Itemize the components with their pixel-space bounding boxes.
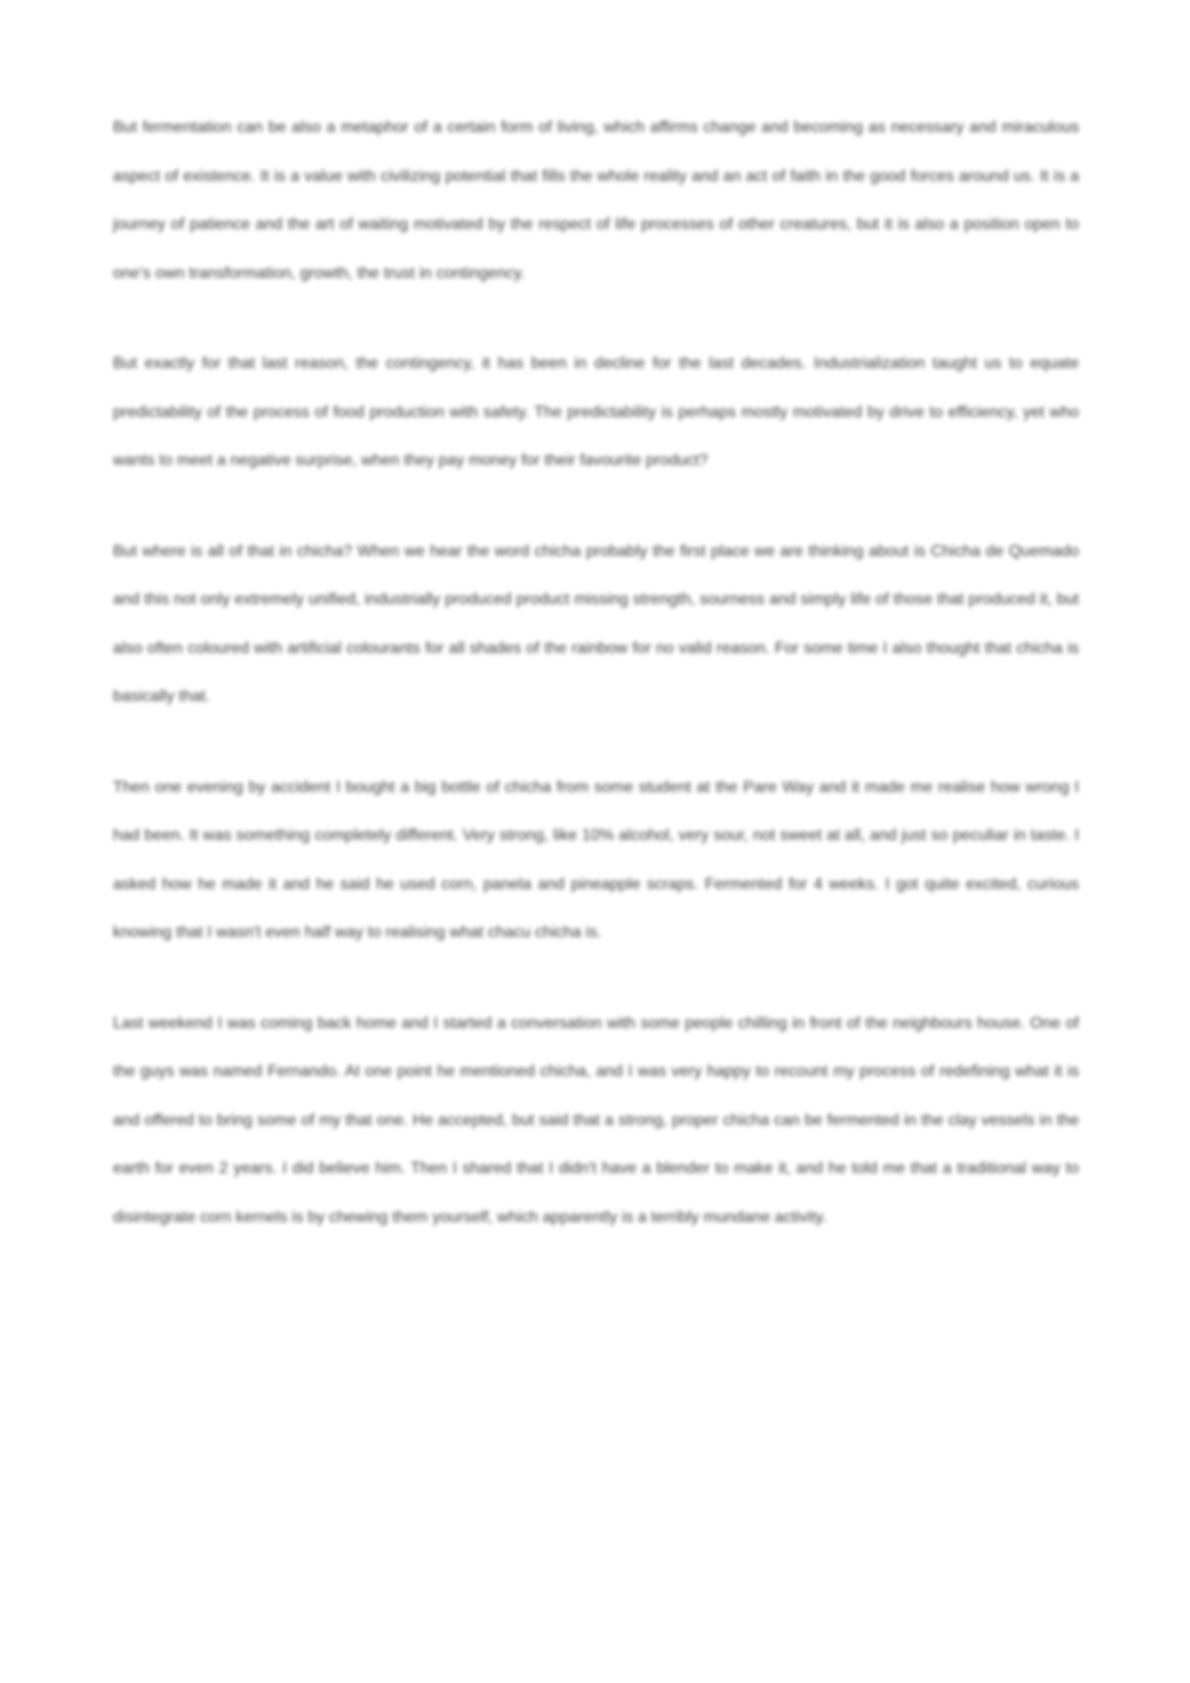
paragraph: But exactly for that last reason, the contingency, it has been in decline for the last decades. Industrialization taught us to equate predictability of the process of food production with safety. The predictability is perhaps mostly motivated by drive to efficiency, yet who wants to meet a negative surprise, when they pay money for their favourite product?: [113, 355, 1079, 469]
paragraph: Last weekend I was coming back home and I started a conversation with some people chilling in front of the neighbours house. One of the guys was named Fernando. At one point he mentioned chicha, and I was very happy to recount my process of redefining what it is and offered to bring some of my that one. He accepted, but said that a strong, proper chicha can be fermented in the clay vessels in the earth for even 2 years. I did believe him. Then I shared that I didn't have a blender to make it, and he told me that a traditional way to disintegrate corn kernels is by chewing them yourself, which apparently is a terribly mundane activity.: [113, 1014, 1079, 1226]
paragraph: But fermentation can be also a metaphor of a certain form of living, which affirms change and becoming as necessary and miraculous aspect of existence. It is a value with civilizing potential that fills the whole reality and an act of faith in the good forces around us. It is a journey of patience and the art of waiting motivated by the respect of life processes of other creatures, but it is also a position open to one's own transformation, growth, the trust in contingency.: [113, 119, 1079, 282]
document-body: [113, 104, 1079, 1284]
paragraph: Then one evening by accident I bought a big bottle of chicha from some student at the Pare Way and it made me realise how wrong I had been. It was something completely different. Very strong, like 10% alcohol, very sour, not sweet at all, and just so peculiar in taste. I asked how he made it and he said he used corn, panela and pineapple scraps. Fermented for 4 weeks. I got quite excited, curious knowing that I wasn't even half way to realising what chacu chicha is.: [113, 778, 1079, 941]
paragraph: But where is all of that in chicha? When we hear the word chicha probably the first place we are thinking about is Chicha de Quemado and this not only extremely unified, industrially produced product missing strength, sourness and simply life of those that produced it, but also often coloured with artificial colourants for all shades of the rainbow for no valid reason. For some time I also thought that chicha is basically that.: [113, 542, 1079, 705]
